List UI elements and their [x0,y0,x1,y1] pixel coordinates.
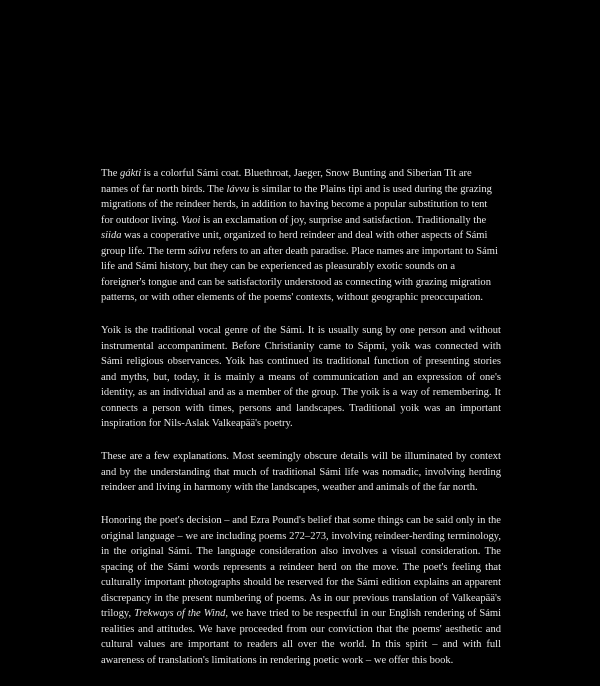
italic-term: Vuoi [181,214,201,226]
italic-term: Trekways of the Wind [134,608,226,619]
paragraph-yoik [101,323,501,432]
text-run: is an exclamation of joy, surprise and satisfaction. Traditionally the [200,214,487,226]
text-run: is similar to the Plains tipi and is used during the grazing migrations of the reindeer herds, in addition to having become a popular substitution to tent for outdoor living. [101,183,492,226]
paragraph-explanations [101,449,501,496]
text-run: Honoring the poet's decision – and Ezra Pound's belief that some things can be said only in the original language – we are including poems 272–273, involving reindeer-herding terminology, in the original Sámi. The language consideration also involves a visual consideration. The spacing of the Sámi words represents a reindeer herd on the move. The poet's feeling that culturally important photographs should be reserved for the Sámi edition explains an apparent discrepancy in the present numbering of poems. As in our previous translation of Valkeapää's trilogy, [101,515,501,619]
paragraph-translation-note [101,513,501,668]
text-run: The [101,168,121,179]
italic-term: gákti [120,168,142,179]
italic-term: lávvu [226,183,250,195]
text-run: Yoik is the traditional vocal genre of the Sámi. It is usually sung by one person and without instrumental accompaniment. Before Christianity came to Sápmi, yoik was connected with Sámi religious observances. Yoik has continued its traditional function of presenting stories and myths, but, today, it is mainly a means of communication and an expression of one's identity, as an individual and as a member of the group. The yoik is a way of remembering. It connects a person with times, persons and landscapes. Traditional yoik was an important inspiration for Nils-Aslak Valkeapää's poetry. [101,325,501,429]
text-run: is a colorful Sámi coat. Bluethroat, Jaeger, Snow Bunting and Siberian Tit are names of far north birds. The [101,168,472,195]
italic-term: siida [101,230,122,241]
text-page [101,166,501,686]
text-run: These are a few explanations. Most seemingly obscure details will be illuminated by context and by the understanding that much of traditional Sámi life was nomadic, involving herding reindeer and living in harmony with the landscapes, weather and animals of the far north. [101,451,501,493]
text-run: , we have tried to be respectful in our English rendering of Sámi realities and attitudes. We have proceeded from our conviction that the poems' aesthetic and cultural values are important to readers all over the world. In this spirit – and with full awareness of translation's limitations in rendering poetic work – we offer this book. [101,608,502,666]
text-run: was a cooperative unit, organized to herd reindeer and deal with other aspects of Sámi group life. The term [101,230,488,257]
italic-term: sáivu [188,245,211,257]
paragraph-glossary [101,166,501,306]
text-run: refers to an after death paradise. Place names are important to Sámi life and Sámi history, but they can be experienced as pleasurably exotic sounds on a foreigner's tongue and can be satisfactorily understood as connecting with grazing migration patterns, or with other elements of the poems' contexts, without geographic preoccupation. [101,245,498,303]
